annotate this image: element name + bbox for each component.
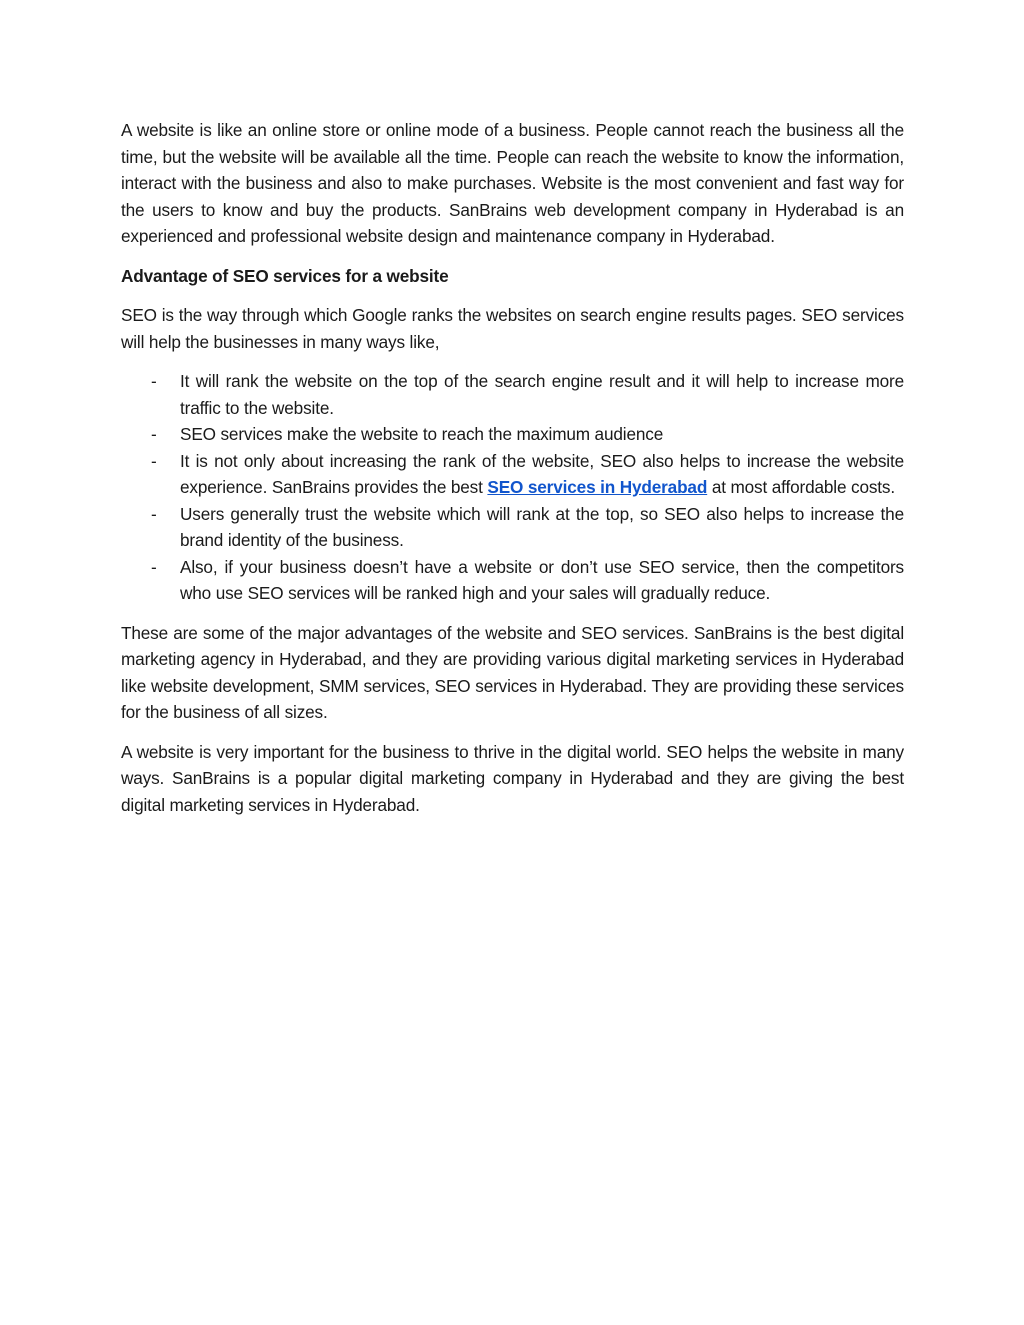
advantages-list xyxy=(121,368,904,607)
summary-paragraph: These are some of the major advantages of the website and SEO services. SanBrains is the best digital marketing agency in Hyderabad, and they are providing various digital marketing services in Hyderabad like website development, SMM services, SEO services in Hyderabad. They are providing these services for the business of all sizes. xyxy=(121,622,904,722)
list-item xyxy=(121,448,904,501)
document-page xyxy=(121,117,904,831)
bullet-dash: - xyxy=(151,450,157,471)
closing-paragraph: A website is very important for the business to thrive in the digital world. SEO helps the website in many ways. SanBrains is a popular digital marketing company in Hyderabad and they are giving the best digital marketing services in Hyderabad. xyxy=(121,741,904,815)
intro-paragraph: A website is like an online store or online mode of a business. People cannot reach the business all the time, but the website will be available all the time. People can reach the website to know the information, interact with the business and also to make purchases. Website is the most convenient and fast way for the users to know and buy the products. SanBrains web development company in Hyderabad is an experienced and professional website design and maintenance company in Hyderabad. xyxy=(121,120,904,246)
seo-services-link[interactable]: SEO services in Hyderabad xyxy=(487,477,708,497)
bullet-dash: - xyxy=(151,556,157,577)
list-item-text-before-link: It is not only about increasing the rank of the website, SEO also helps to increase the website experience. SanBrains provides the best xyxy=(180,450,904,497)
seo-intro-paragraph: SEO is the way through which Google ranks the websites on search engine results pages. SEO services will help the businesses in many ways like, xyxy=(121,305,904,352)
list-item-text: Users generally trust the website which will rank at the top, so SEO also helps to increase the brand identity of the business. xyxy=(180,503,904,550)
bullet-dash: - xyxy=(151,424,157,444)
list-item-text-after-link: at most affordable costs. xyxy=(707,477,895,497)
bullet-dash: - xyxy=(151,371,157,391)
bullet-dash: - xyxy=(151,503,157,524)
list-item-text: SEO services make the website to reach the maximum audience xyxy=(180,424,664,444)
list-item-text: Also, if your business doesn’t have a website or don’t use SEO service, then the competitors who use SEO services will be ranked high and your sales will gradually reduce. xyxy=(180,556,904,603)
list-item xyxy=(121,368,904,421)
list-item-text: It will rank the website on the top of the search engine result and it will help to increase more traffic to the website. xyxy=(180,371,904,418)
section-heading: Advantage of SEO services for a website xyxy=(121,265,449,286)
list-item xyxy=(121,421,904,448)
list-item xyxy=(121,554,904,607)
list-item xyxy=(121,501,904,554)
